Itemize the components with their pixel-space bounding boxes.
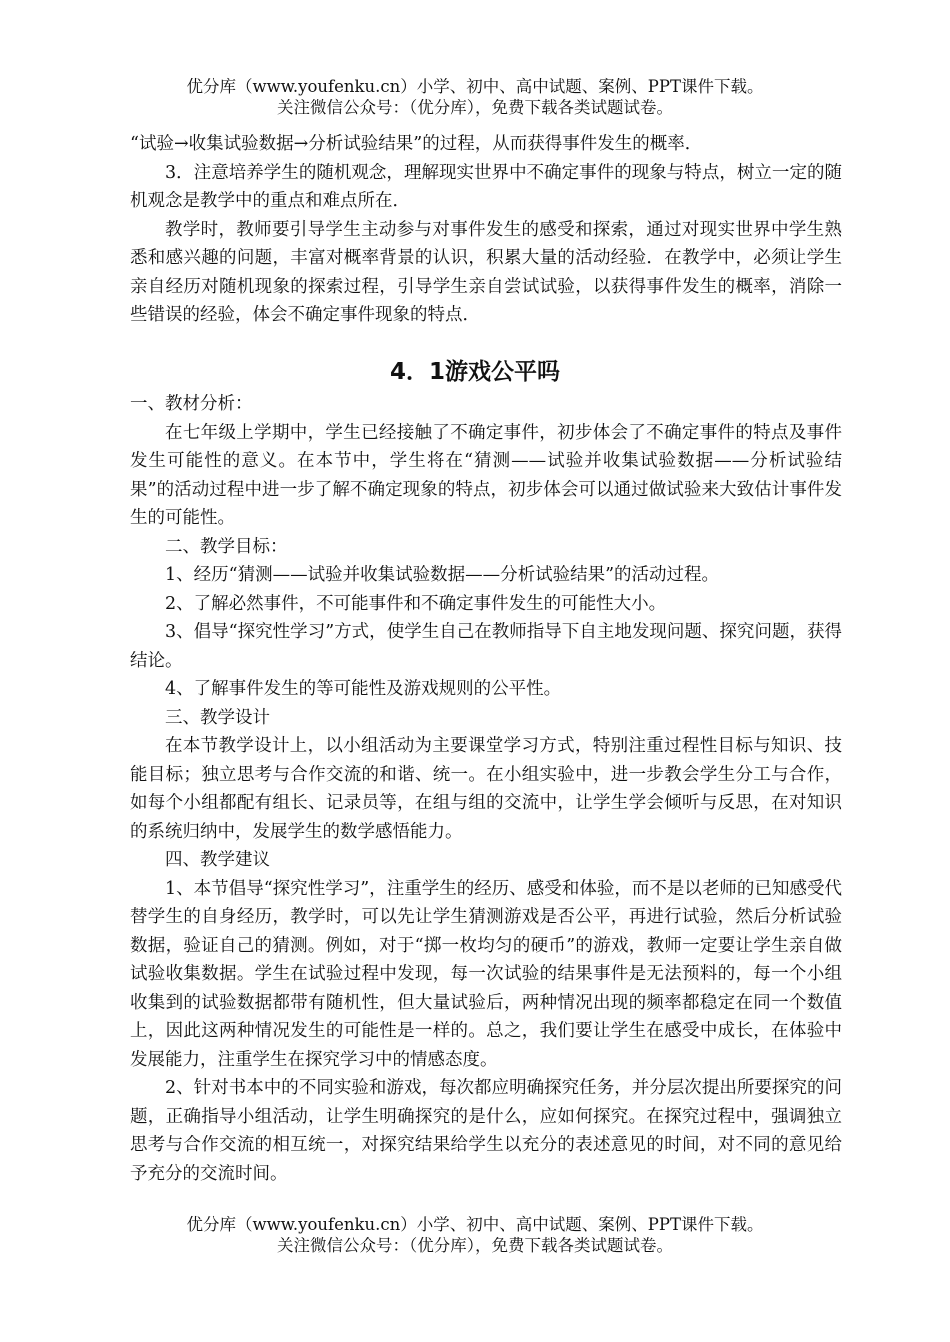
- footer-line-2: 关注微信公众号：（优分库），免费下载各类试题试卷。: [277, 1236, 673, 1255]
- heading-textbook-analysis: 一、教材分析：: [130, 394, 253, 414]
- intro-block: [130, 130, 842, 330]
- paragraph-teaching-design: 在本节教学设计上，以小组活动为主要课堂学习方式，特别注重过程性目标与知识、技能目标；独立思考与合作交流的和谐、统一。在小组实验中，进一步教会学生分工与合作，如每个小组都配有组长、记录员等，在组与组的交流中，让学生学会倾听与反思，在对知识的系统归纳中，发展学生的数学感悟能力。: [130, 736, 842, 842]
- heading-teaching-design: 三、教学设计: [165, 707, 270, 728]
- paragraph-textbook-analysis: 在七年级上学期中，学生已经接触了不确定事件，初步体会了不确定事件的特点及事件发生可能性的意义。在本节中，学生将在“猜测——试验并收集试验数据——分析试验结果”的活动过程中进一步了解不确定现象的特点，初步体会可以通过做试验来大致估计事件发生的可能性。: [130, 422, 842, 528]
- intro-paragraph-2: 3．注意培养学生的随机观念，理解现实世界中不确定事件的现象与特点，树立一定的随机观念是教学中的重点和难点所在．: [130, 162, 842, 211]
- intro-paragraph-1: “试验→收集试验数据→分析试验结果”的过程，从而获得事件发生的概率．: [130, 134, 703, 154]
- heading-teaching-suggestions: 四、教学建议: [165, 850, 270, 870]
- heading-teaching-goals: 二、教学目标：: [165, 536, 288, 557]
- footer-line-1: 优分库（www.youfenku.cn）小学、初中、高中试题、案例、PPT课件下载。: [186, 1215, 764, 1234]
- intro-paragraph-3: 教学时，教师要引导学生主动参与对事件发生的感受和探索，通过对现实世界中学生熟悉和感兴趣的问题，丰富对概率背景的认识，积累大量的活动经验．在教学中，必须让学生亲自经历对随机现象的探索过程，引导学生亲自尝试试验，以获得事件发生的概率，消除一些错误的经验，体会不确定事件现象的特点．: [130, 219, 842, 325]
- header-line-2: 关注微信公众号：（优分库），免费下载各类试题试卷。: [277, 98, 673, 117]
- goal-item-3: 3、倡导“探究性学习”方式，使学生自己在教师指导下自主地发现问题、探究问题，获得结论。: [130, 622, 842, 671]
- suggestion-item-2: 2、针对书本中的不同实验和游戏，每次都应明确探究任务，并分层次提出所要探究的问题，正确指导小组活动，让学生明确探究的是什么，应如何探究。在探究过程中，强调独立思考与合作交流的相互统一，对探究结果给学生以充分的表述意见的时间，对不同的意见给予充分的交流时间。: [130, 1078, 842, 1184]
- section-body: [130, 390, 842, 1188]
- goal-item-2: 2、了解必然事件，不可能事件和不确定事件发生的可能性大小。: [165, 593, 667, 614]
- goal-item-1: 1、经历“猜测——试验并收集试验数据——分析试验结果”的活动过程。: [165, 565, 720, 585]
- goal-item-4: 4、了解事件发生的等可能性及游戏规则的公平性。: [165, 679, 562, 699]
- header-line-1: 优分库（www.youfenku.cn）小学、初中、高中试题、案例、PPT课件下载。: [186, 77, 764, 96]
- suggestion-item-1: 1、本节倡导“探究性学习”，注重学生的经历、感受和体验，而不是以老师的已知感受代替学生的自身经历，教学时，可以先让学生猜测游戏是否公平，再进行试验，然后分析试验数据，验证自己的猜测。例如，对于“掷一枚均匀的硬币”的游戏，教师一定要让学生亲自做试验收集数据。学生在试验过程中发现，每一次试验的结果事件是无法预料的，每一个小组收集到的试验数据都带有随机性，但大量试验后，两种情况出现的频率都稳定在同一个数值上，因此这两种情况发生的可能性是一样的。总之，我们要让学生在感受中成长，在体验中发展能力，注重学生在探究学习中的情感态度。: [130, 878, 842, 1070]
- section-title: 4．1游戏公平吗: [389, 359, 560, 385]
